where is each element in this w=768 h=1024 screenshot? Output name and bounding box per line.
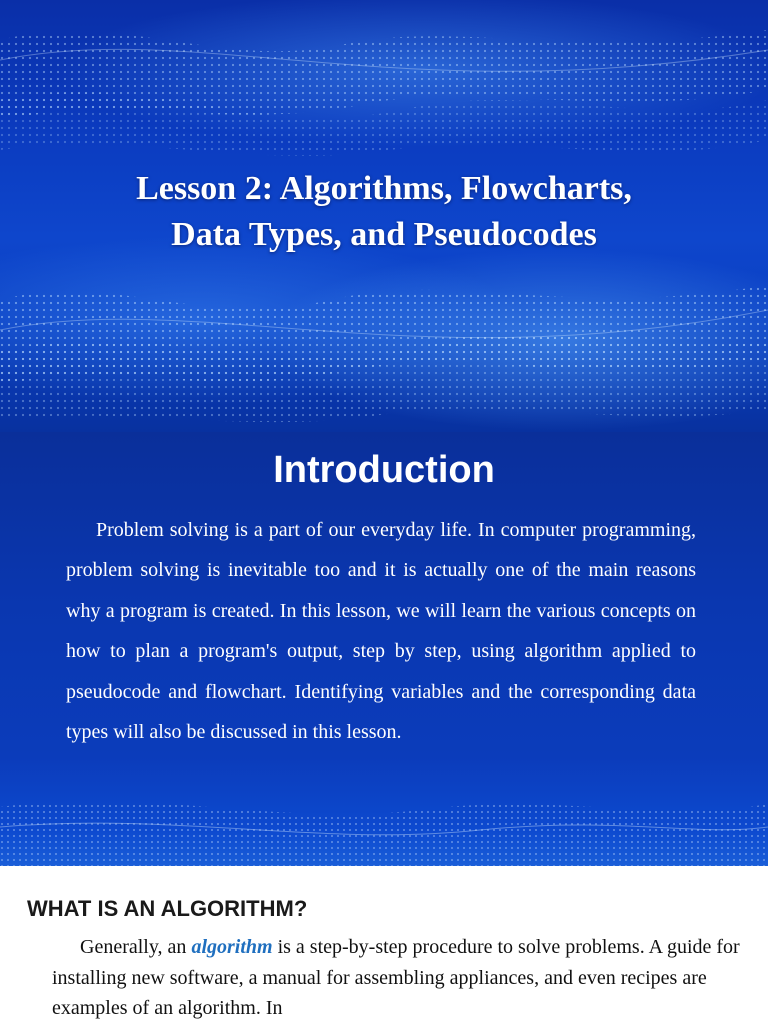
algorithm-term: algorithm [191,936,273,958]
algorithm-section-heading: WHAT IS AN ALGORITHM? [27,896,308,921]
introduction-section [0,432,768,866]
algorithm-paragraph-text-start: Generally, an [80,936,192,958]
algorithm-paragraph-text-end: is a step-by-step procedure to solve problems. A guide for installing new software, a manual for assembling appliances, and even recipes are examples of an algorithm. In [52,936,740,1019]
introduction-paragraph: Problem solving is a part of our everyday life. In computer programming, problem solving is inevitable too and it is actually one of the main reasons why a program is created. In this lesson, we will learn the various concepts on how to plan a program's output, step by step, using algorithm applied to pseudocode and flowchart. Identifying variables and the corresponding data types will also be discussed in this lesson. [66,519,696,744]
lesson-title [0,166,768,258]
lesson-title-line-1: Lesson 2: Algorithms, Flowcharts, [136,170,632,207]
algorithm-paragraph [52,932,752,1024]
lesson-title-line-2: Data Types, and Pseudocodes [171,216,597,253]
lesson-banner [0,0,768,432]
introduction-heading: Introduction [273,449,495,491]
